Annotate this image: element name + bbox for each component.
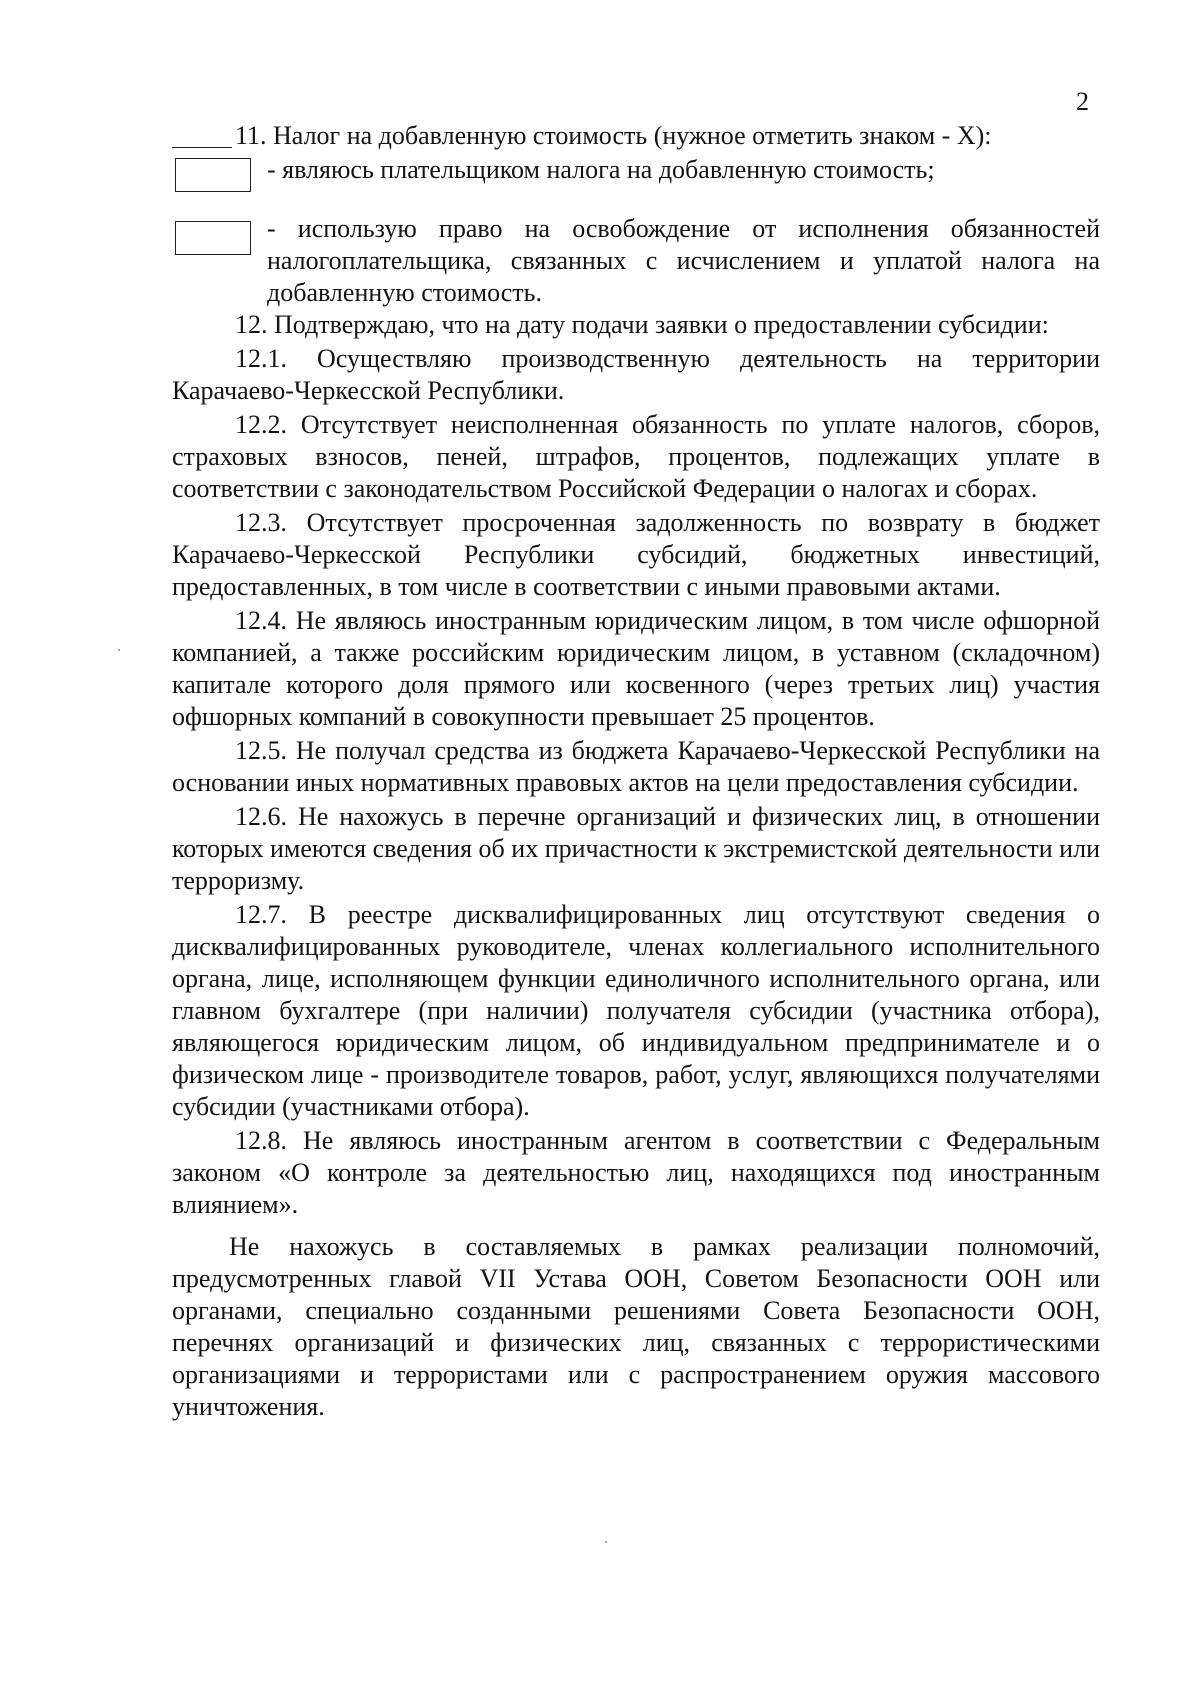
vat-payer-checkbox[interactable] [175,158,251,192]
vat-payer-label: - являюсь плательщиком налога на добавленную стоимость; [267,155,935,184]
vat-exempt-label: - использую право на освобождение от исполнения обязанностей налогоплательщика, связанных с исчислением и уплатой налога на добавленную стоимость. [267,214,1100,307]
vat-option-payer [172,154,1100,186]
item-12-2: 12.2. Отсутствует неисполненная обязанность по уплате налогов, сборов, страховых взносов, пеней, штрафов, процентов, подлежащих уплате в соответствии с законодательством Российской Федерации о налогах и сборах. [172,410,1100,503]
item-12-intro: 12. Подтверждаю, что на дату подачи заявки о предоставлении субсидии: [235,310,1049,339]
vat-option-exempt [172,213,1100,309]
sanctions-statement: Не нахожусь в составляемых в рамках реализации полномочий, предусмотренных главой VII Устава ООН, Советом Безопасности ООН или органами, специально созданными решениями Совета Безопасности ООН, перечнях организаций и физических лиц, связанных с террористическими организациями и террористами или с распространением оружия массового уничтожения. [172,1232,1100,1421]
scan-speck [118,649,120,651]
item-11-underline [172,147,232,148]
item-11-heading-text: 11. Налог на добавленную стоимость (нужное отметить знаком - Х): [235,121,992,150]
item-12-4: 12.4. Не являюсь иностранным юридическим лицом, в том числе офшорной компанией, а также российским юридическим лицом, в уставном (складочном) капитале которого доля прямого или косвенного (через третьих лиц) участия офшорных компаний в совокупности превышает 25 процентов. [172,606,1100,731]
item-12-5: 12.5. Не получал средства из бюджета Карачаево-Черкесской Республики на основании иных нормативных правовых актов на цели предоставления субсидии. [172,736,1100,797]
item-12-8: 12.8. Не являюсь иностранным агентом в соответствии с Федеральным законом «О контроле за деятельностью лиц, находящихся под иностранным влиянием». [172,1126,1100,1219]
document-body [172,120,1100,1423]
scan-speck [605,1541,607,1543]
item-12-7: 12.7. В реестре дисквалифицированных лиц отсутствуют сведения о дисквалифицированных руководителе, членах коллегиального исполнительного органа, лице, исполняющем функции единоличного исполнительного органа, или главном бухгалтере (при наличии) получателя субсидии (участника отбора), являющегося юридическим лицом, об индивидуальном предпринимателе и о физическом лице - производителе товаров, работ, услуг, являющихся получателями субсидии (участниками отбора). [172,900,1100,1121]
item-12-6: 12.6. Не нахожусь в перечне организаций и физических лиц, в отношении которых имеются сведения об их причастности к экстремистской деятельности или терроризму. [172,802,1100,895]
vat-exempt-checkbox[interactable] [175,221,251,255]
item-11-heading [172,120,1100,152]
item-12-1: 12.1. Осуществляю производственную деятельность на территории Карачаево-Черкесской Республики. [172,344,1100,405]
item-12-3: 12.3. Отсутствует просроченная задолженность по возврату в бюджет Карачаево-Черкесской Республики субсидий, бюджетных инвестиций, предоставленных, в том числе в соответствии с иными правовыми актами. [172,508,1100,601]
page-number: 2 [1076,87,1089,116]
